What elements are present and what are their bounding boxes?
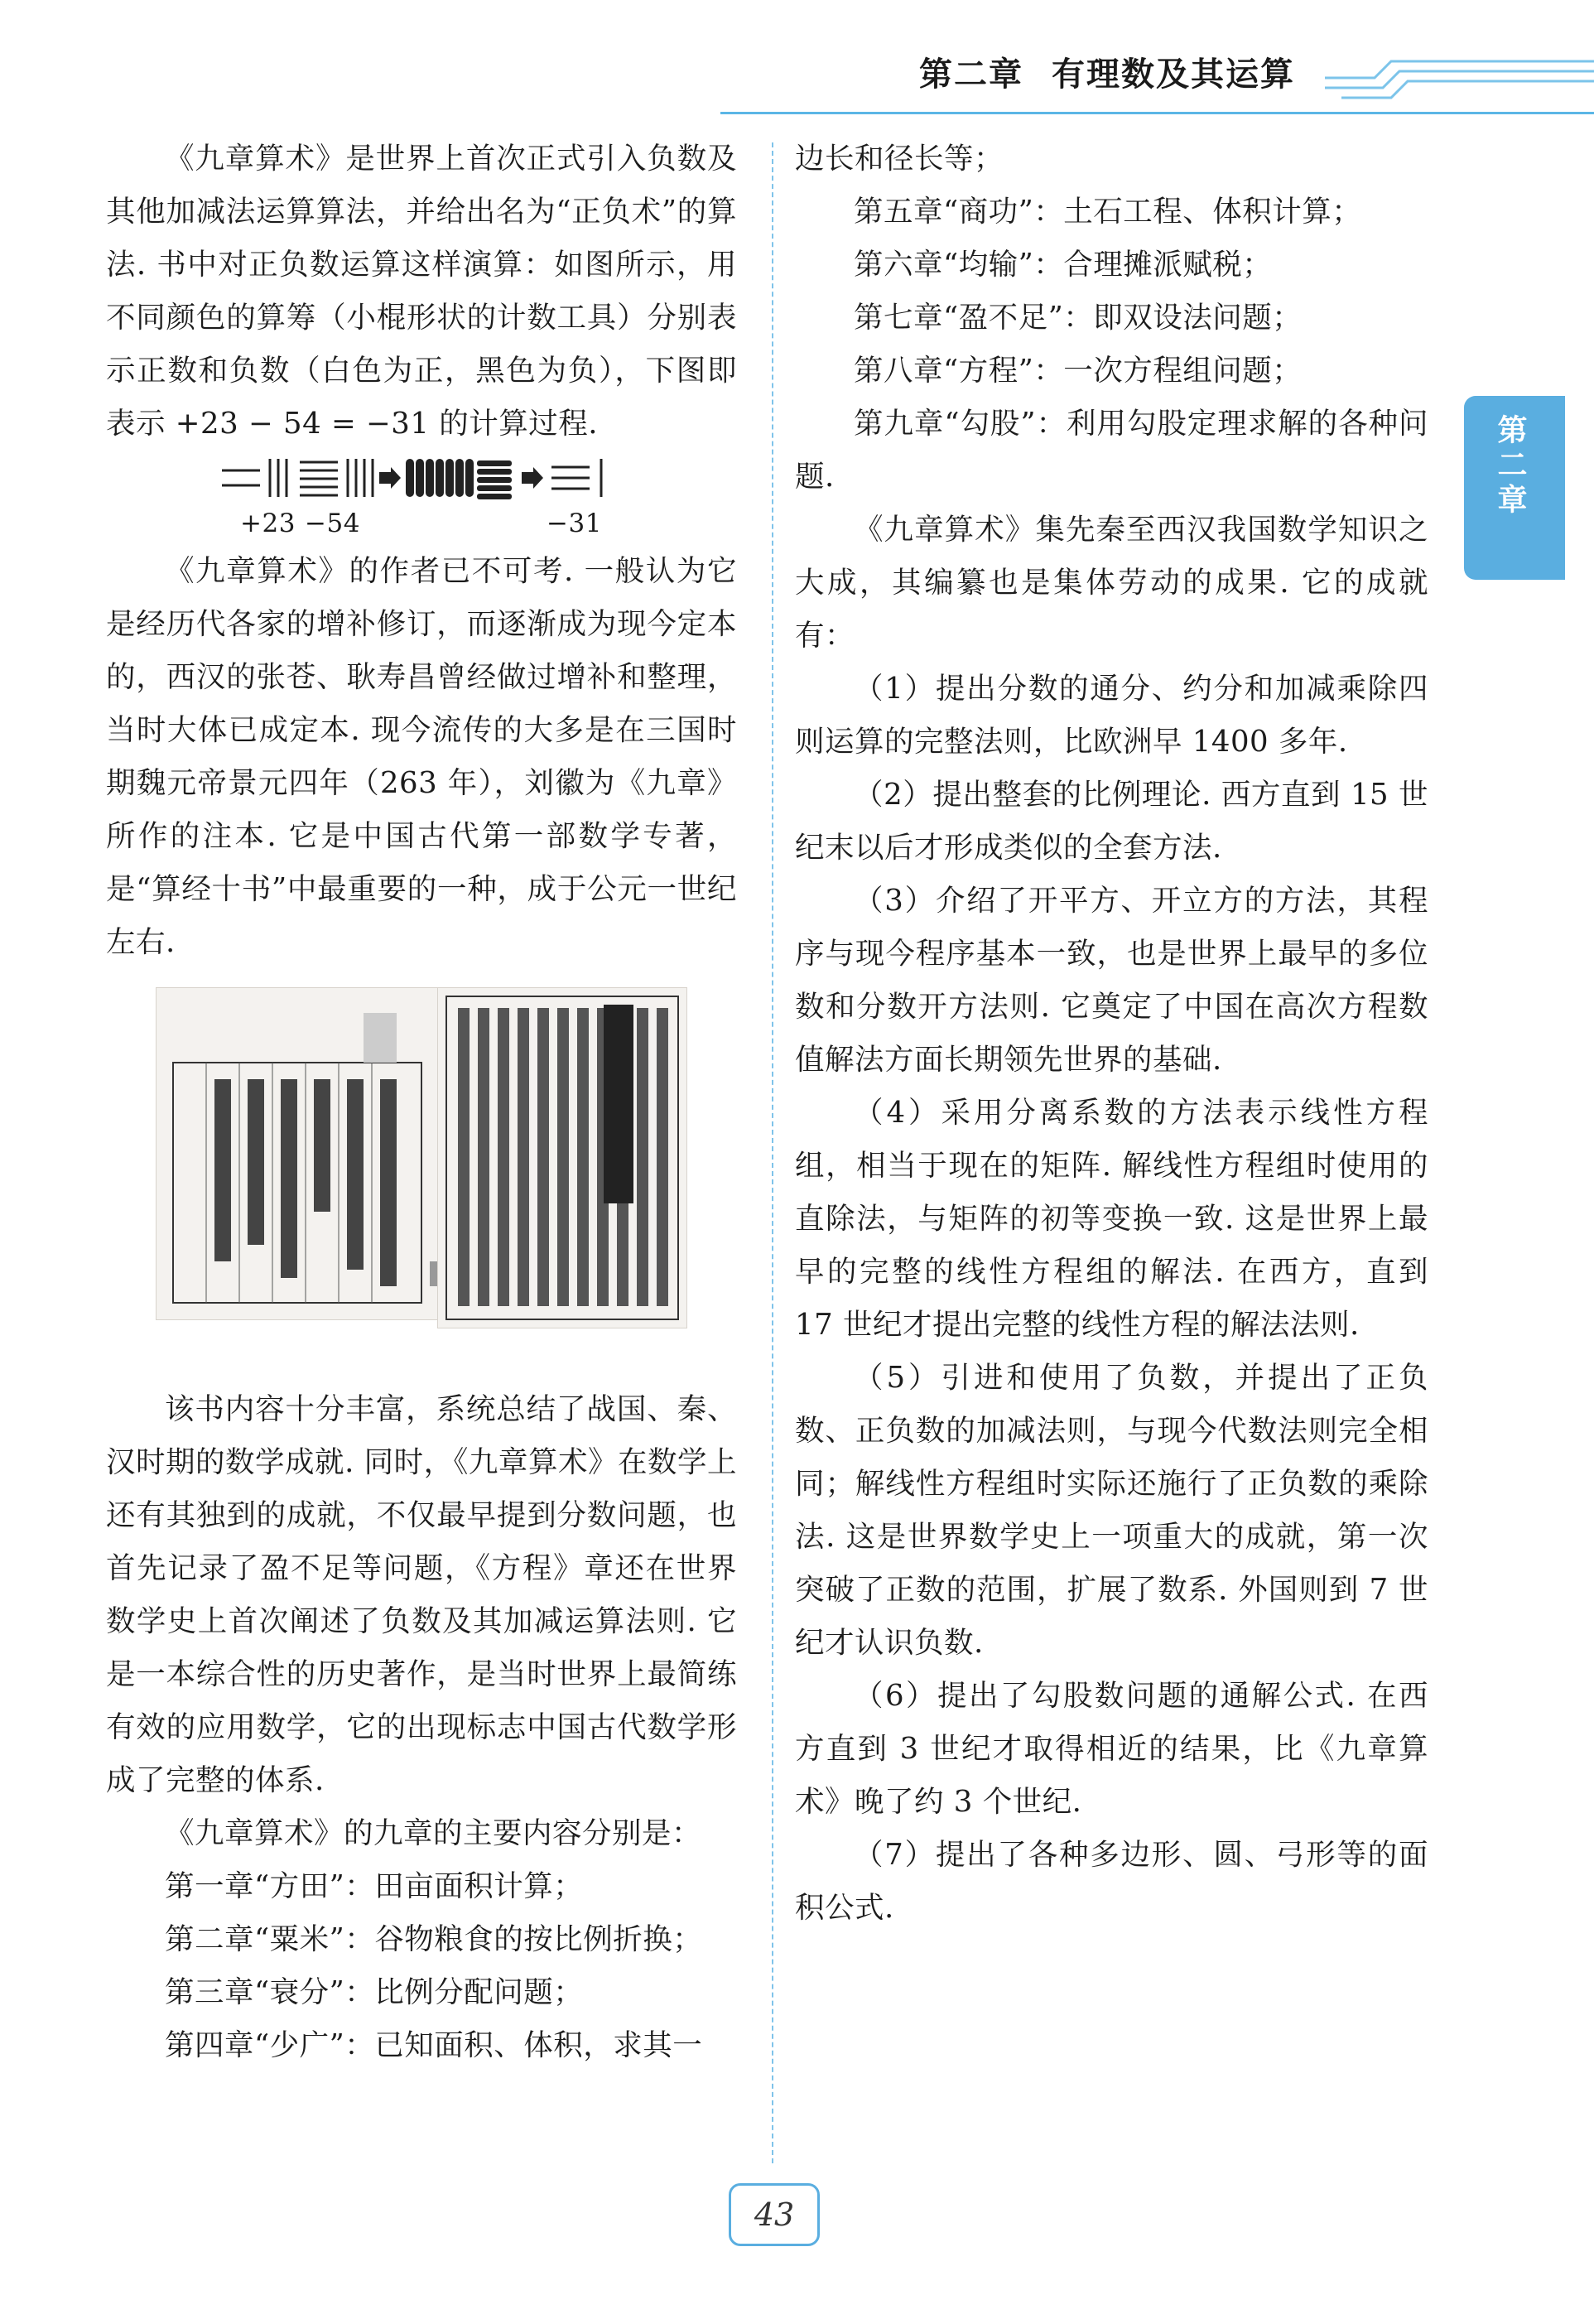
counting-rods-figure	[106, 451, 737, 504]
page-header	[0, 0, 1594, 124]
chapter-item: 第五章“商功”：土石工程、体积计算；	[854, 195, 1362, 229]
chapter-item: 第二章“粟米”：谷物粮食的按比例折换；	[165, 1922, 703, 1956]
ancient-book-photos	[106, 969, 737, 1383]
right-column	[795, 133, 1428, 1935]
rod-label-plus23: +23	[240, 509, 296, 538]
left-column	[106, 133, 737, 2072]
achievement-item: （6）提出了勾股数问题的通解公式. 在西方直到 3 世纪才取得相近的结果，比《九章算术》晚了约 3 个世纪.	[795, 1679, 1428, 1819]
ancient-book-page-left-image	[156, 987, 464, 1320]
header-rule	[720, 112, 1594, 114]
running-head	[919, 48, 1295, 95]
chapter-item: 第七章“盈不足”：即双设法问题；	[854, 301, 1303, 335]
chapter-continuation: 边长和径长等；	[795, 142, 1004, 176]
chapter-side-tab	[1464, 396, 1565, 580]
page-number: 43	[729, 2183, 820, 2246]
header-decoration-lines	[1325, 50, 1594, 116]
paragraph-contents: 该书内容十分丰富，系统总结了战国、秦、汉时期的数学成就. 同时，《九章算术》在数学上还有其独到的成就，不仅最早提到分数问题，也首先记录了盈不足等问题，《方程》章还在世界数学史上首次阐述了负数及其加减运算法则. 它是一本综合性的历史著作，是当时世界上最简练有效的应用数学，它的出现标志中国古代数学形成了完整的体系.	[106, 1392, 737, 1797]
column-divider	[772, 142, 773, 2163]
achievement-item: （2）提出整套的比例理论. 西方直到 15 世纪末以后才形成类似的全套方法.	[795, 778, 1428, 865]
rod-label-minus31: −31	[547, 509, 602, 538]
chapter-item: 第三章“衰分”：比例分配问题；	[165, 1975, 584, 2009]
counting-rods-labels	[106, 504, 737, 545]
achievement-item: （4）采用分离系数的方法表示线性方程组，相当于现在的矩阵. 解线性方程组时使用的直除法，与矩阵的初等变换一致. 这是世界上最早的完整的线性方程组的解法. 在西方，直到 17 世纪才提出完整的线性方程的解法法则.	[795, 1096, 1428, 1342]
chapter-item: 第九章“勾股”：利用勾股定理求解的各种问题.	[795, 407, 1428, 494]
side-tab-label: 第二章	[1493, 414, 1527, 518]
ancient-book-page-right-image	[437, 987, 687, 1328]
chapter-item: 第一章“方田”：田亩面积计算；	[165, 1869, 584, 1903]
achievement-item: （5）引进和使用了负数，并提出了正负数、正负数的加减法则，与现今代数法则完全相同；解线性方程组时实际还施行了正负数的乘除法. 这是世界数学史上一项重大的成就，第一次突破了正数的范围，扩展了数系. 外国则到 7 世纪才认识负数.	[795, 1361, 1428, 1660]
achievement-item: （3）介绍了开平方、开立方的方法，其程序与现今程序基本一致，也是世界上最早的多位数和分数开方法则. 它奠定了中国在高次方程数值解法方面长期领先世界的基础.	[795, 884, 1428, 1077]
running-head-title: 有理数及其运算	[1052, 55, 1295, 94]
chapter-item: 第八章“方程”：一次方程组问题；	[854, 354, 1303, 388]
chapter-item: 第六章“均输”：合理摊派赋税；	[854, 248, 1273, 282]
paragraph-achievements-intro: 《九章算术》集先秦至西汉我国数学知识之大成，其编纂也是集体劳动的成果. 它的成就有：	[795, 513, 1428, 653]
rod-label-minus54: −54	[305, 509, 360, 538]
paragraph-negative-numbers: 《九章算术》是世界上首次正式引入负数及其他加减法运算算法，并给出名为“正负术”的算法. 书中对正负数运算这样演算：如图所示，用不同颜色的算筹（小棍形状的计数工具）分别表示正数和负数（白色为正，黑色为负），下图即表示 +23 − 54 = −31 的计算过程.	[106, 142, 737, 441]
chapter-item: 第四章“少广”：已知面积、体积，求其一	[165, 2028, 703, 2062]
paragraph-nine-chapters-intro: 《九章算术》的九章的主要内容分别是：	[165, 1816, 702, 1850]
counting-rods-icon	[214, 456, 727, 502]
achievement-item: （1）提出分数的通分、约分和加减乘除四则运算的完整法则，比欧洲早 1400 多年.	[795, 672, 1428, 759]
paragraph-authorship: 《九章算术》的作者已不可考. 一般认为它是经历代各家的增补修订，而逐渐成为现今定本的，西汉的张苍、耿寿昌曾经做过增补和整理，当时大体已成定本. 现今流传的大多是在三国时期魏元帝景元四年（263 年），刘徽为《九章》所作的注本. 它是中国古代第一部数学专著，是“算经十书”中最重要的一种，成于公元一世纪左右.	[106, 554, 737, 959]
achievement-item: （7）提出了各种多边形、圆、弓形等的面积公式.	[795, 1838, 1428, 1925]
running-head-chapter: 第二章	[919, 55, 1023, 94]
